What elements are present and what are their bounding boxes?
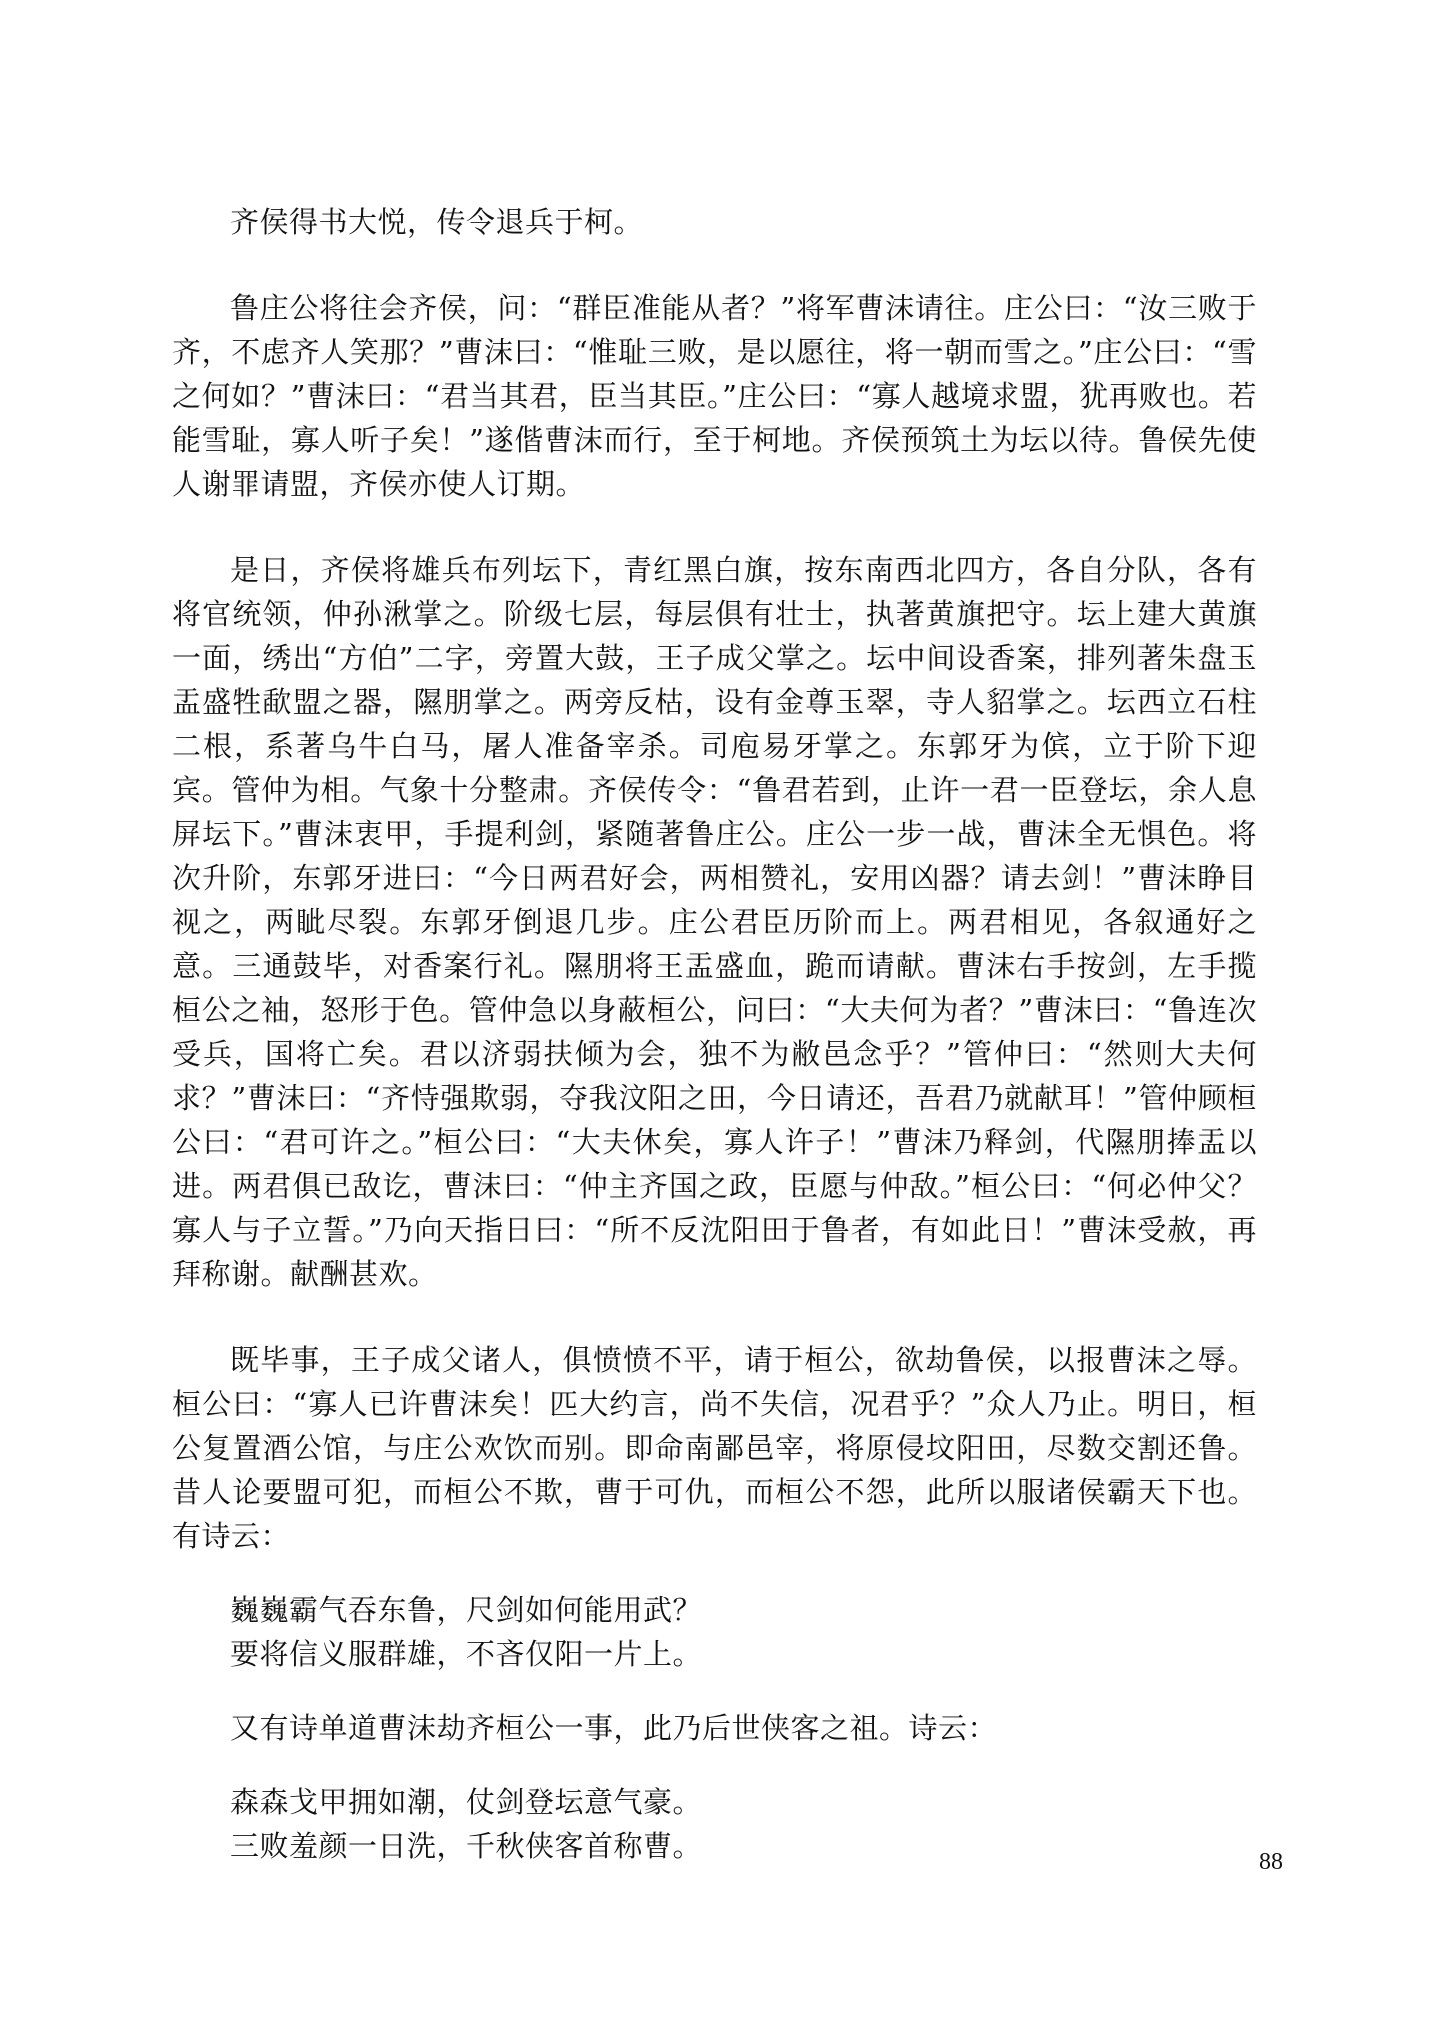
paragraph-4: 既毕事，王子成父诸人，俱愤愤不平，请于桓公，欲劫鲁侯，以报曹沫之辱。桓公曰：“寡人已许曹沫矣！匹大约言，尚不失信，况君乎？”众人乃止。明日，桓公复置酒公馆，与庄公欢饮而别。即命南鄙邑宰，将原侵坟阳田，尽数交割还鲁。昔人论要盟可犯，而桓公不欺，曹于可仇，而桓公不怨，此所以服诸侯霸天下也。有诗云： — [172, 1343, 1257, 1553]
paragraph-2: 鲁庄公将往会齐侯，问：“群臣准能从者？”将军曹沫请往。庄公曰：“汝三败于齐，不虑齐人笑那？”曹沫曰：“惟耻三败，是以愿往，将一朝而雪之。”庄公曰：“雪之何如？”曹沫曰：“君当其君，臣当其臣。”庄公曰：“寡人越境求盟，犹再败也。若能雪耻，寡人听子矣！”遂偕曹沫而行，至于柯地。齐侯预筑土为坛以待。鲁侯先使人谢罪请盟，齐侯亦使人订期。 — [172, 291, 1257, 501]
poem-2 — [172, 1780, 1257, 1868]
poem-1-line-2: 要将信义服群雄，不吝仅阳一片上。 — [230, 1637, 703, 1671]
poem-1-line-1: 巍巍霸气吞东鲁，尺剑如何能用武？ — [230, 1593, 703, 1627]
paragraph-3: 是日，齐侯将雄兵布列坛下，青红黑白旗，按东南西北四方，各自分队，各有将官统领，仲孙湫掌之。阶级七层，每层俱有壮士，执著黄旗把守。坛上建大黄旗一面，绣出“方伯”二字，旁置大鼓，王子成父掌之。坛中间设香案，排列著朱盘玉盂盛牲歃盟之器，隰朋掌之。两旁反枯，设有金尊玉翠，寺人貂掌之。坛西立石柱二根，系著乌牛白马，屠人准备宰杀。司庖易牙掌之。东郭牙为傧，立于阶下迎宾。管仲为相。气象十分整肃。齐侯传令：“鲁君若到，止许一君一臣登坛，余人息屏坛下。”曹沫衷甲，手提利剑，紧随著鲁庄公。庄公一步一战，曹沫全无惧色。将次升阶，东郭牙进曰：“今日两君好会，两相赞礼，安用凶器？请去剑！”曹沫睁目视之，两眦尽裂。东郭牙倒退几步。庄公君臣历阶而上。两君相见，各叙通好之意。三通鼓毕，对香案行礼。隰朋将王盂盛血，跪而请献。曹沫右手按剑，左手揽桓公之袖，怒形于色。管仲急以身蔽桓公，问曰：“大夫何为者？”曹沫曰：“鲁连次受兵，国将亡矣。君以济弱扶倾为会，独不为敝邑念乎？”管仲曰：“然则大夫何求？”曹沫曰：“齐恃强欺弱，夺我汶阳之田，今日请还，吾君乃就献耳！”管仲顾桓公曰：“君可许之。”桓公曰：“大夫休矣，寡人许子！”曹沫乃释剑，代隰朋捧盂以进。两君俱已敌讫，曹沫曰：“仲主齐国之政，臣愿与仲敌。”桓公曰：“何必仲父？寡人与子立誓。”乃向天指日曰：“所不反沈阳田于鲁者，有如此日！”曹沫受赦，再拜称谢。献酬甚欢。 — [172, 553, 1257, 1291]
paragraph-1: 齐侯得书大悦，传令退兵于柯。 — [230, 205, 644, 239]
poem-2-introduction: 又有诗单道曹沫劫齐桓公一事，此乃后世侠客之祖。诗云： — [230, 1711, 998, 1745]
poem-2-line-1: 森森戈甲拥如潮，仗剑登坛意气豪。 — [230, 1785, 703, 1819]
poem-1 — [172, 1588, 1257, 1676]
poem-2-line-2: 三败羞颜一日洗，千秋侠客首称曹。 — [230, 1829, 703, 1863]
page-body — [172, 200, 1257, 1898]
page-number: 88 — [1259, 1849, 1283, 1875]
